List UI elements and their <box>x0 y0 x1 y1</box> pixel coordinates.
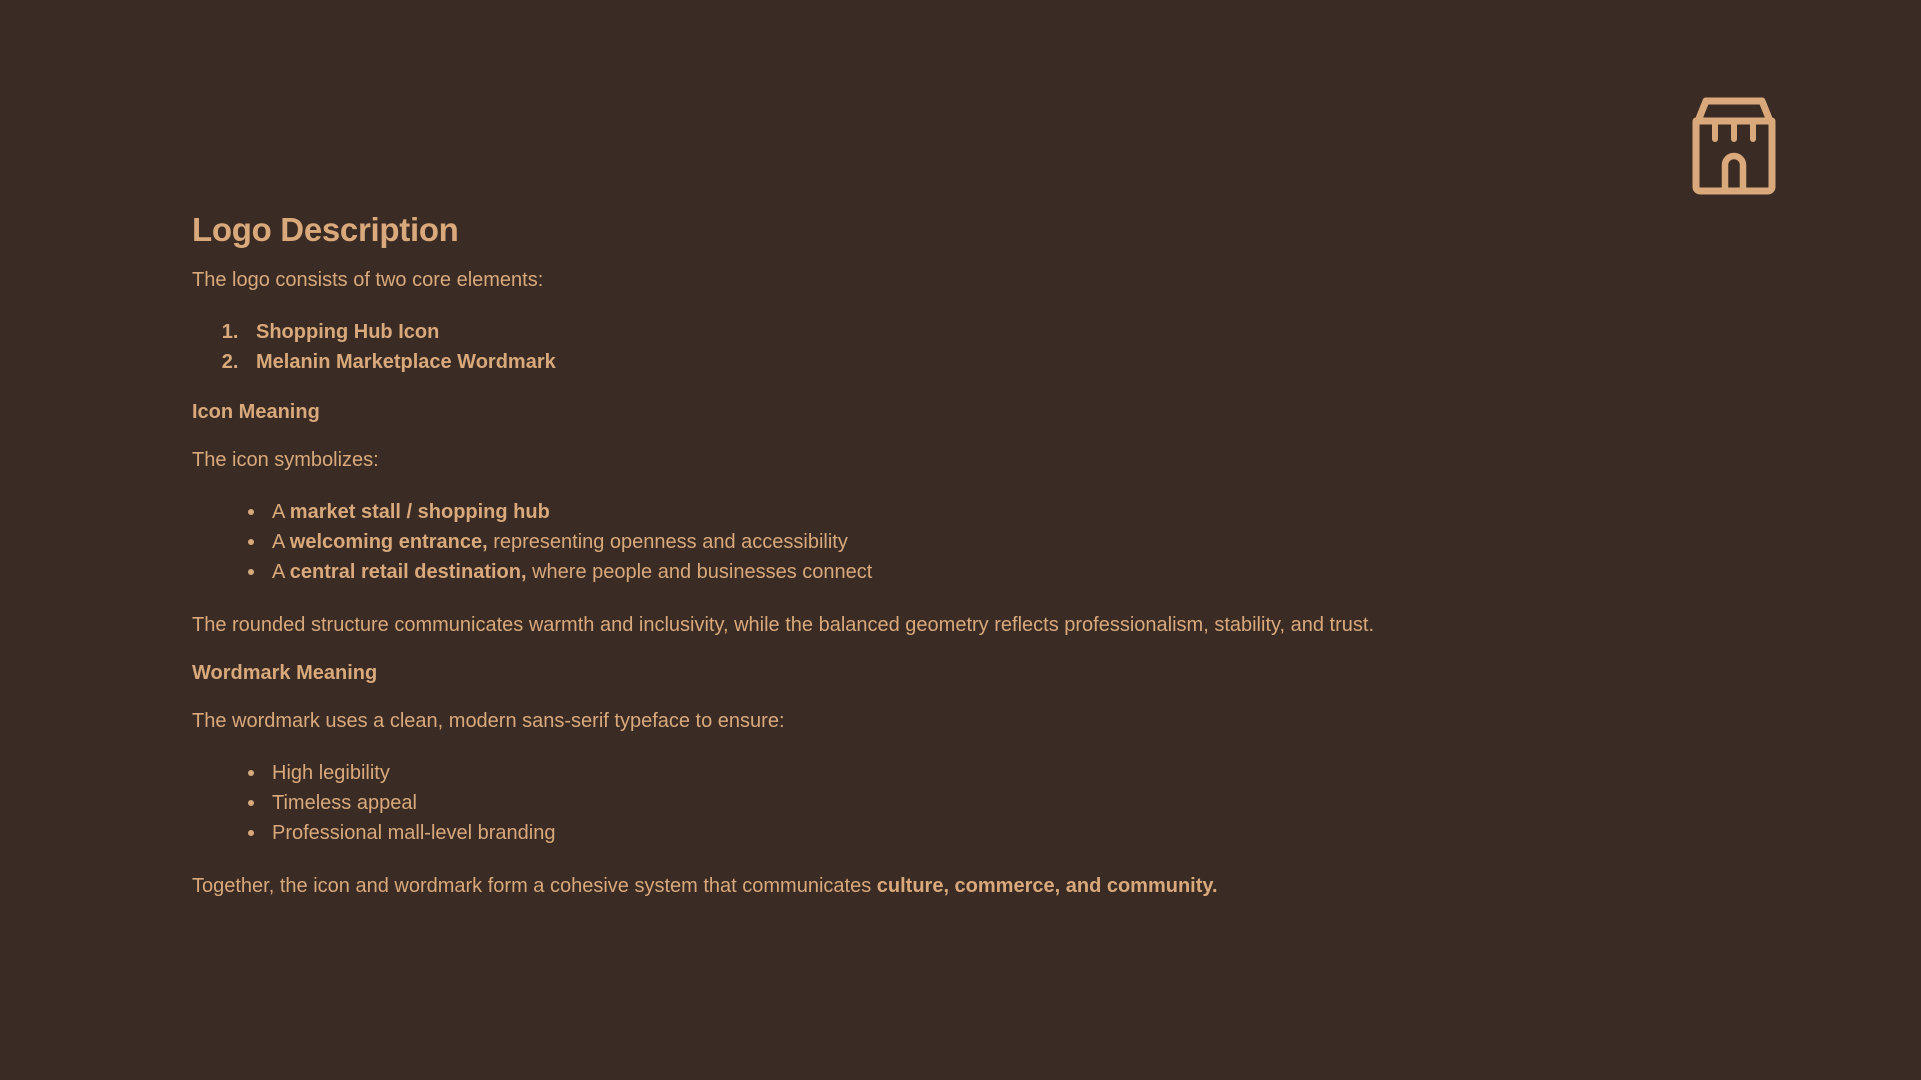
shopping-hub-storefront-icon <box>1688 95 1780 199</box>
list-item: 1. Shopping Hub Icon <box>244 317 1692 347</box>
wordmark-meaning-heading: Wordmark Meaning <box>192 661 378 684</box>
document-body <box>192 210 1692 901</box>
item-bold: welcoming entrance, <box>289 530 488 553</box>
item-bold: central retail destination, <box>289 560 527 583</box>
page-title: Logo Description <box>192 211 459 248</box>
icon-meaning-list <box>192 497 1692 587</box>
list-item <box>244 557 1692 587</box>
conclusion-prefix: Together, the icon and wordmark form a cohesive system that communicates <box>192 874 877 897</box>
list-item <box>244 527 1692 557</box>
item-prefix: A <box>272 560 290 583</box>
item-prefix: A <box>272 500 290 523</box>
core-elements-list <box>192 317 1692 377</box>
conclusion-paragraph <box>192 872 1692 901</box>
item-prefix: A <box>272 530 290 553</box>
wordmark-meaning-list <box>192 758 1692 848</box>
list-item: 2. Melanin Marketplace Wordmark <box>244 347 1692 377</box>
icon-meaning-heading: Icon Meaning <box>192 400 320 423</box>
icon-meaning-lead: The icon symbolizes: <box>192 448 379 471</box>
item-bold: market stall / shopping hub <box>289 500 550 523</box>
list-item: Professional mall-level branding <box>244 818 1692 848</box>
intro-paragraph: The logo consists of two core elements: <box>192 268 544 291</box>
wordmark-meaning-lead: The wordmark uses a clean, modern sans-serif typeface to ensure: <box>192 709 785 732</box>
item-rest: representing openness and accessibility <box>487 530 848 553</box>
item-rest: where people and businesses connect <box>526 560 873 583</box>
conclusion-bold: culture, commerce, and community. <box>876 874 1218 897</box>
icon-meaning-closing: The rounded structure communicates warmth and inclusivity, while the balanced geometry reflects professionalism, stability, and trust. <box>192 613 1375 636</box>
list-item: Timeless appeal <box>244 788 1692 818</box>
list-item <box>244 497 1692 527</box>
list-item: High legibility <box>244 758 1692 788</box>
